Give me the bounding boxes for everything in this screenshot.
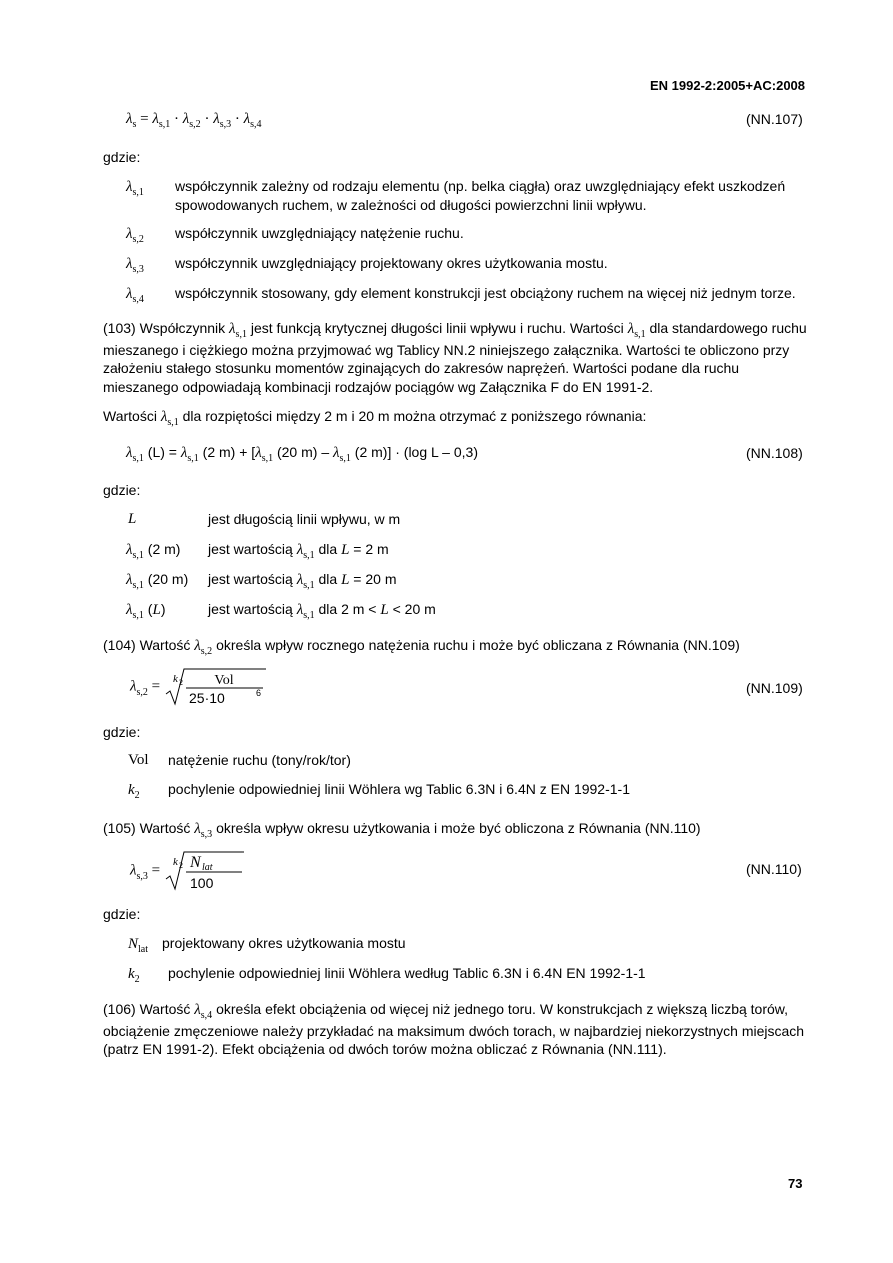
def-text-lambda-2m: jest wartością $\lambda_{s,1}$ dla L = 2 m xyxy=(208,541,389,561)
equation-nn108: $\lambda_{s,1}$ $(L) = \lambda_{s,1}$ (2 $m) + [\lambda_{s,1}$ (20 $m) - \lambda_{s,1}$ (2 m)] · (log L – 0,3) xyxy=(126,444,478,464)
def-symbol-lambda-2m: $\lambda_{s,1}$ (2 m) xyxy=(126,541,181,561)
def-text-L: jest długością linii wpływu, w m xyxy=(208,511,401,527)
where-label-3: gdzie: xyxy=(103,724,141,740)
svg-text:2: 2 xyxy=(178,678,183,687)
equation-number-nn107: (NN.107) xyxy=(746,111,803,127)
equation-number-nn108: (NN.108) xyxy=(746,445,803,461)
def-symbol-k2-a: $k_2$ xyxy=(128,782,140,801)
svg-text:25·10: 25·10 xyxy=(188,690,225,706)
def-symbol-lambda-L: $\lambda_{s,1}$ (L) xyxy=(126,601,166,621)
paragraph-105: (105) Wartość $\lambda_{s,3}$ określa wpływ okresu użytkowania i może być obliczona z Równania (NN.110) xyxy=(103,820,701,840)
svg-text:N: N xyxy=(189,854,201,871)
def-text-lambda-s1: współczynnik zależny od rodzaju elementu (np. belka ciągła) oraz uwzględniający efekt uszkodzeń spowodowanych ruchem, w zależności od długości powierzchni linii wpływu. xyxy=(175,178,786,213)
document-code: EN 1992-2:2005+AC:2008 xyxy=(650,78,806,93)
equation-number-nn110: (NN.110) xyxy=(746,861,802,877)
def-text-k2-b: pochylenie odpowiedniej linii Wöhlera według Tablic 6.3N i 6.4N EN 1992-1-1 xyxy=(168,965,646,981)
paragraph-106: (106) Wartość $\lambda_{s,4}$ określa efekt obciążenia od więcej niż jednego toru. W konstrukcjach z większą liczbą torów, obciążenie zmęczeniowe należy przykładać na maksimum dwóch torach, w najbardziej niekorzystnych miejscach (patrz EN 1991-2). Efekt obciążenia od dwóch torów można obliczać z Równania (NN.111). xyxy=(103,1001,805,1057)
def-symbol-nlat: $N_{lat}$ xyxy=(128,936,149,955)
page-number: 73 xyxy=(788,1176,803,1191)
def-text-lambda-20m: jest wartością $\lambda_{s,1}$ dla L = 20 m xyxy=(208,571,397,591)
def-text-lambda-s4: współczynnik stosowany, gdy element konstrukcji jest obciążony ruchem na więcej niż jednym torze. xyxy=(175,285,796,301)
equation-nn109: $\lambda_{s,2}$ = k 2 Vol 25·10 6 xyxy=(130,667,268,707)
where-label-1: gdzie: xyxy=(103,149,141,165)
def-text-nlat: projektowany okres użytkowania mostu xyxy=(162,935,406,951)
svg-text:k: k xyxy=(172,673,178,685)
paragraph-span-values: Wartości $\lambda_{s,1}$ dla rozpiętości między 2 m i 20 m można otrzymać z poniższego równania: xyxy=(103,408,647,428)
def-symbol-lambda-s3: $\lambda_{s,3}$ xyxy=(126,256,144,275)
where-label-2: gdzie: xyxy=(103,482,141,498)
def-symbol-vol: Vol xyxy=(128,752,149,768)
paragraph-103: (103) Współczynnik $\lambda_{s,1}$ jest funkcją krytycznej długości linii wpływu i ruchu. Wartości $\lambda_{s,1}$ dla standardowego ruchu mieszanego i ciężkiego można przyjmować wg Tablicy NN.2 niniejszego załącznika. Wartości te obliczono przy założeniu stałego stosunku momentów zginających do zakresów naprężeń. Wartości podane dla ruchu mieszanego odpowiadają kombinacji rodzajów pociągów wg Załącznika F do EN 1991-2. xyxy=(103,320,807,395)
def-symbol-lambda-20m: $\lambda_{s,1}$ (20 m) xyxy=(126,571,189,591)
svg-text:100: 100 xyxy=(189,875,214,891)
def-symbol-lambda-s2: $\lambda_{s,2}$ xyxy=(126,226,144,245)
radical-nn110 xyxy=(164,850,248,892)
paragraph-104: (104) Wartość $\lambda_{s,2}$ określa wpływ rocznego natężenia ruchu i może być obliczana z Równania (NN.109) xyxy=(103,637,740,657)
def-symbol-lambda-s4: $\lambda_{s,4}$ xyxy=(126,286,144,305)
def-text-lambda-L: jest wartością $\lambda_{s,1}$ dla 2 m < L < 20 m xyxy=(208,601,436,621)
def-text-k2-a: pochylenie odpowiedniej linii Wöhlera wg Tablic 6.3N i 6.4N z EN 1992-1-1 xyxy=(168,781,630,797)
svg-text:2: 2 xyxy=(178,861,183,870)
svg-text:6: 6 xyxy=(255,688,261,698)
svg-text:Vol: Vol xyxy=(214,673,234,688)
where-label-4: gdzie: xyxy=(103,906,141,922)
def-text-vol: natężenie ruchu (tony/rok/tor) xyxy=(168,752,351,768)
radical-nn109 xyxy=(164,667,268,707)
def-symbol-k2-b: $k_2$ xyxy=(128,966,140,985)
def-symbol-lambda-s1: $\lambda_{s,1}$ xyxy=(126,179,144,198)
def-text-lambda-s2: współczynnik uwzględniający natężenie ruchu. xyxy=(175,225,464,241)
svg-text:k: k xyxy=(172,856,178,868)
def-text-lambda-s3: współczynnik uwzględniający projektowany okres użytkowania mostu. xyxy=(175,255,608,271)
equation-number-nn109: (NN.109) xyxy=(746,680,803,696)
def-symbol-L: L xyxy=(128,511,137,527)
equation-nn110: $\lambda_{s,3}$ = k 2 N lat 100 xyxy=(130,850,248,892)
svg-text:lat: lat xyxy=(201,862,213,873)
equation-nn107: $\lambda_s = \lambda_{s,1} \cdot \lambda_{s,2} \cdot \lambda_{s,3} \cdot \lambda_{s,4}$ xyxy=(126,111,262,130)
